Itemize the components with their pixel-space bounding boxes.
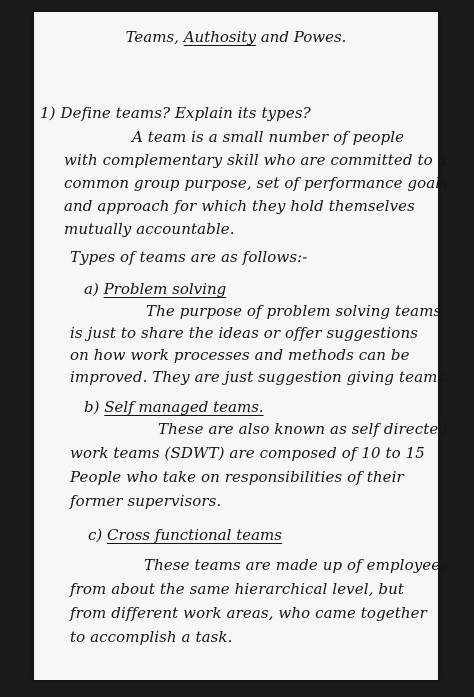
section-heading bbox=[84, 280, 226, 298]
title-word-and: and bbox=[260, 28, 289, 46]
page-title bbox=[34, 28, 438, 46]
notebook-page bbox=[34, 12, 451, 680]
types-intro: Types of teams are as follows:- bbox=[70, 248, 308, 266]
section-line: is just to share the ideas or offer suggestions bbox=[70, 324, 419, 342]
definition-line: common group purpose, set of performance goals bbox=[64, 174, 449, 192]
title-word-authority: Authosity bbox=[183, 28, 256, 46]
section-line: to accomplish a task. bbox=[70, 628, 233, 646]
section-line: The purpose of problem solving teams bbox=[146, 302, 442, 320]
section-line: on how work processes and methods can be bbox=[70, 346, 410, 364]
title-word-teams: Teams, bbox=[125, 28, 179, 46]
section-line: These are also known as self directed bbox=[158, 420, 449, 438]
section-line: These teams are made up of employees bbox=[144, 556, 449, 574]
section-line: from different work areas, who came together bbox=[70, 604, 427, 622]
section-heading-text: Problem solving bbox=[103, 280, 227, 298]
section-marker: b) bbox=[84, 398, 100, 416]
section-heading-text: Self managed teams. bbox=[104, 398, 264, 416]
title-word-power: Powes. bbox=[293, 28, 347, 46]
section-marker: a) bbox=[84, 280, 99, 298]
section-marker: c) bbox=[88, 526, 103, 544]
section-heading bbox=[88, 526, 282, 544]
section-line: from about the same hierarchical level, but bbox=[70, 580, 404, 598]
definition-line: and approach for which they hold themselves bbox=[64, 197, 415, 215]
section-heading-text: Cross functional teams bbox=[107, 526, 282, 544]
definition-line: A team is a small number of people bbox=[132, 128, 405, 146]
question-text: 1) Define teams? Explain its types? bbox=[40, 104, 311, 122]
section-line: former supervisors. bbox=[70, 492, 222, 510]
section-line: improved. They are just suggestion giving teams. bbox=[70, 368, 451, 386]
section-heading bbox=[84, 398, 264, 416]
section-line: work teams (SDWT) are composed of 10 to 15 bbox=[70, 444, 425, 462]
definition-line: mutually accountable. bbox=[64, 220, 235, 238]
section-line: People who take on responsibilities of their bbox=[70, 468, 404, 486]
definition-line: with complementary skill who are committed to a bbox=[64, 151, 447, 169]
